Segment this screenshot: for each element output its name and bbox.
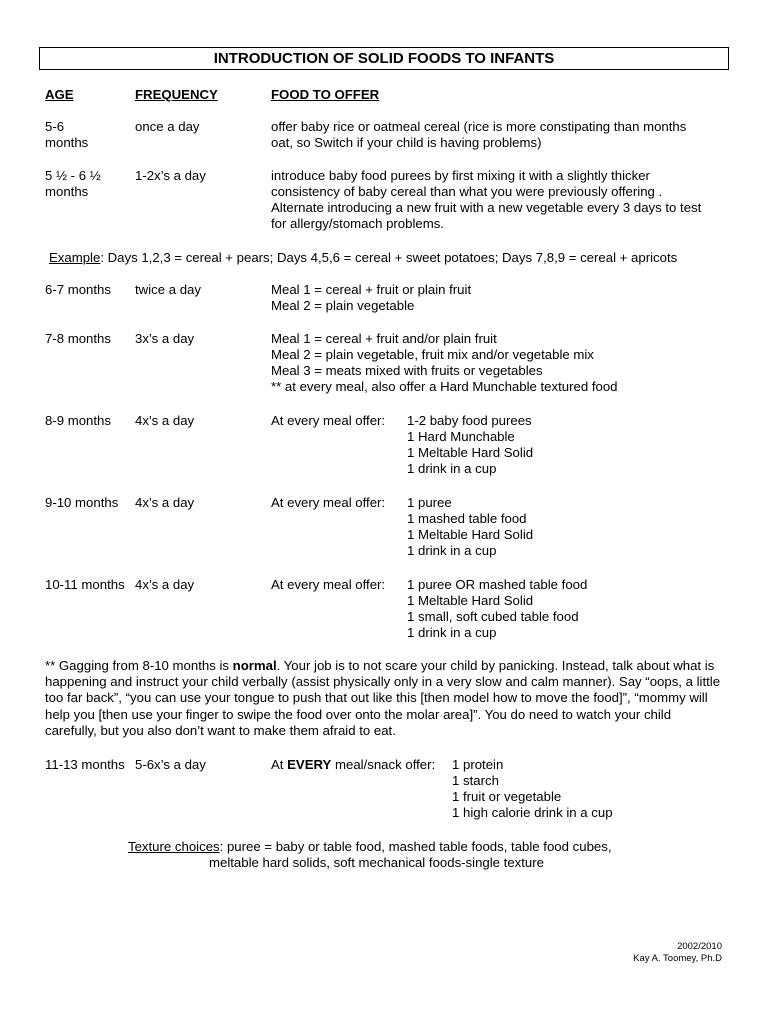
frequency-11-13: 5-6x’s a day <box>135 757 206 772</box>
list-item: 1 starch <box>452 773 499 788</box>
list-item: 1 Hard Munchable <box>407 429 515 444</box>
list-item: 1 Meltable Hard Solid <box>407 445 534 460</box>
age-5-6-months: months <box>45 135 89 150</box>
list-item: 1 mashed table food <box>407 511 527 526</box>
frequency-7-8: 3x’s a day <box>135 331 195 346</box>
food-5half-line2: consistency of baby cereal than what you were previously offering . <box>271 184 663 199</box>
frequency-6-7: twice a day <box>135 282 201 297</box>
age-5half-6half-months: months <box>45 184 89 199</box>
food-8-9-lead: At every meal offer: <box>271 413 386 428</box>
gagging-text-rest: . Your job is to not scare your child by panicking. Instead, talk about what is happening and instruct your child verbally (assist physically only in a very slow and calm manner). Say “oops, a little too far back”, “you can use your tongue to push that out like this [then model how to move the food]”, “mommy will help you [then use your finger to swipe the food over onto the molar area]”. You do need to watch your child carefully, but you also don’t want to make them afraid to eat. <box>45 658 721 738</box>
food-6-7-line2: Meal 2 = plain vegetable <box>271 298 415 313</box>
texture-label: Texture choices <box>128 839 220 854</box>
example-label: Example <box>49 250 101 265</box>
age-10-11: 10-11 months <box>45 577 125 592</box>
food-9-10-lead: At every meal offer: <box>271 495 386 510</box>
age-8-9: 8-9 months <box>45 413 111 428</box>
age-5half-6half: 5 ½ - 6 ½ <box>45 168 101 183</box>
frequency-9-10: 4x’s a day <box>135 495 195 510</box>
food-5-6-line1: offer baby rice or oatmeal cereal (rice is more constipating than months <box>271 119 687 134</box>
example-line <box>49 250 677 266</box>
frequency-5-6: once a day <box>135 119 200 134</box>
frequency-10-11: 4x’s a day <box>135 577 195 592</box>
gagging-normal: normal <box>232 658 277 673</box>
gagging-paragraph <box>45 658 725 739</box>
food-5-6-line2: oat, so Switch if your child is having problems) <box>271 135 542 150</box>
texture-line1 <box>128 839 612 855</box>
list-item: 1 small, soft cubed table food <box>407 609 579 624</box>
header-frequency: FREQUENCY <box>135 87 218 102</box>
age-6-7: 6-7 months <box>45 282 111 297</box>
list-item: 1 drink in a cup <box>407 543 497 558</box>
list-item: 1 drink in a cup <box>407 461 497 476</box>
header-age: AGE <box>45 87 74 102</box>
food-5half-line1: introduce baby food purees by first mixing it with a slightly thicker <box>271 168 650 183</box>
food-6-7-line1: Meal 1 = cereal + fruit or plain fruit <box>271 282 472 297</box>
food-7-8-line4: ** at every meal, also offer a Hard Munchable textured food <box>271 379 618 394</box>
header-food-to-offer: FOOD TO OFFER <box>271 87 380 102</box>
texture-text1: : puree = baby or table food, mashed table foods, table food cubes, <box>219 839 612 854</box>
list-item: 1 puree OR mashed table food <box>407 577 588 592</box>
lead-pre: At <box>271 757 288 772</box>
gagging-text-start: ** Gagging from 8-10 months is <box>45 658 233 673</box>
footer-year: 2002/2010 <box>677 941 722 952</box>
list-item: 1 drink in a cup <box>407 625 497 640</box>
texture-line2: meltable hard solids, soft mechanical foods-single texture <box>209 855 544 870</box>
list-item: 1 Meltable Hard Solid <box>407 593 534 608</box>
page-title: INTRODUCTION OF SOLID FOODS TO INFANTS <box>39 47 729 70</box>
food-7-8-line2: Meal 2 = plain vegetable, fruit mix and/or vegetable mix <box>271 347 594 362</box>
lead-every: EVERY <box>287 757 332 772</box>
food-5half-line3: Alternate introducing a new fruit with a new vegetable every 3 days to test <box>271 200 702 215</box>
list-item: 1 high calorie drink in a cup <box>452 805 613 820</box>
age-7-8: 7-8 months <box>45 331 111 346</box>
list-item: 1 puree <box>407 495 452 510</box>
list-item: 1 protein <box>452 757 504 772</box>
frequency-8-9: 4x’s a day <box>135 413 195 428</box>
age-11-13: 11-13 months <box>45 757 125 772</box>
list-item: 1 Meltable Hard Solid <box>407 527 534 542</box>
food-11-13-lead <box>271 757 435 773</box>
food-7-8-line3: Meal 3 = meats mixed with fruits or vegetables <box>271 363 543 378</box>
list-item: 1 fruit or vegetable <box>452 789 562 804</box>
food-7-8-line1: Meal 1 = cereal + fruit and/or plain fruit <box>271 331 497 346</box>
age-9-10: 9-10 months <box>45 495 119 510</box>
example-text: : Days 1,2,3 = cereal + pears; Days 4,5,6 = cereal + sweet potatoes; Days 7,8,9 = cereal + apricots <box>100 250 678 265</box>
food-5half-line4: for allergy/stomach problems. <box>271 216 444 231</box>
footer-author: Kay A. Toomey, Ph.D <box>633 953 722 964</box>
food-10-11-lead: At every meal offer: <box>271 577 386 592</box>
lead-post: meal/snack offer: <box>331 757 436 772</box>
age-5-6: 5-6 <box>45 119 65 134</box>
frequency-5half-6half: 1-2x’s a day <box>135 168 206 183</box>
list-item: 1-2 baby food purees <box>407 413 532 428</box>
